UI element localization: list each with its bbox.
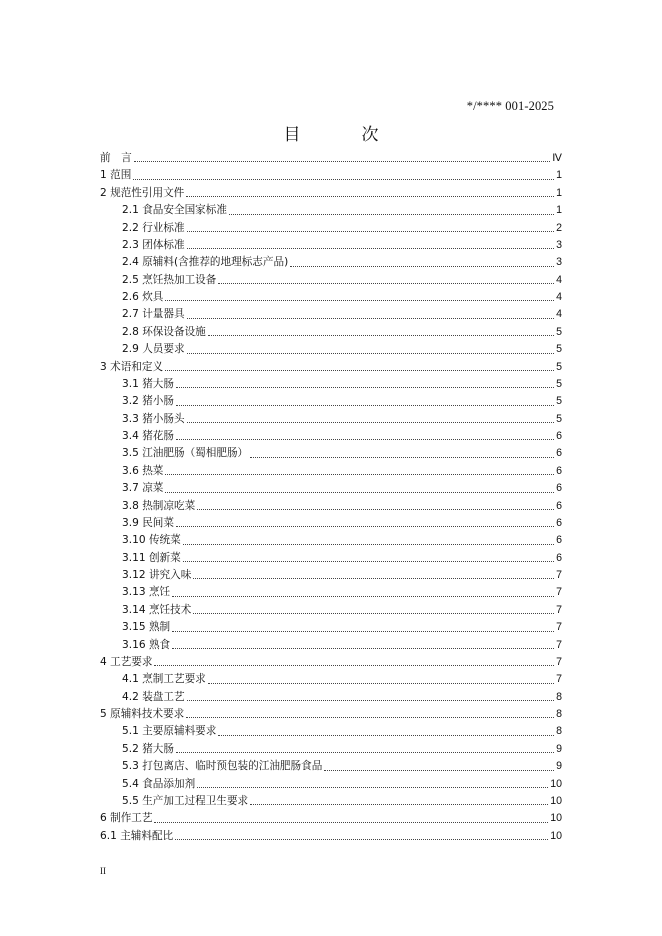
toc-entry-page: 5: [556, 360, 562, 373]
toc-entry[interactable]: [100, 445, 562, 462]
toc-entry-page: 7: [556, 655, 562, 668]
toc-entry-page: 10: [550, 777, 562, 790]
toc-entry-page: 9: [556, 760, 562, 773]
toc-entry-page: 6: [556, 482, 562, 495]
dot-leader: [176, 752, 554, 753]
toc-entry-label: 3.15 熟制: [122, 621, 171, 634]
toc-entry-page: 6: [556, 447, 562, 460]
dot-leader: [187, 231, 555, 232]
toc-entry-label: 5.3 打包离店、临时预包装的江油肥肠食品: [122, 760, 323, 773]
toc-entry-label: 2.8 环保设备设施: [122, 325, 206, 338]
dot-leader: [176, 439, 554, 440]
toc-entry[interactable]: [100, 515, 562, 532]
dot-leader: [187, 318, 555, 319]
toc-entry[interactable]: [100, 723, 562, 740]
toc-entry-page: 1: [556, 204, 562, 217]
toc-entry[interactable]: [100, 637, 562, 654]
toc-entry-label: 3.8 热制凉吃菜: [122, 499, 196, 512]
toc-entry-page: 3: [556, 238, 562, 251]
toc-entry[interactable]: [100, 810, 562, 827]
toc-entry-page: 7: [556, 638, 562, 651]
toc-entry-label: 3.3 猪小肠头: [122, 412, 185, 425]
dot-leader: [250, 804, 548, 805]
toc-entry[interactable]: [100, 237, 562, 254]
dot-leader: [165, 492, 554, 493]
dot-leader: [290, 266, 554, 267]
toc-entry-page: 7: [556, 569, 562, 581]
toc-entry-page: 6: [556, 551, 562, 564]
toc-entry-page: 9: [556, 742, 562, 755]
toc-entry[interactable]: [100, 393, 562, 410]
toc-entry[interactable]: [100, 306, 562, 323]
toc-entry-label: 2.4 原辅料(含推荐的地理标志产品): [122, 256, 289, 269]
toc-entry-page: 8: [556, 708, 562, 720]
toc-entry[interactable]: [100, 254, 562, 271]
toc-entry[interactable]: [100, 376, 562, 393]
toc-entry-page: 1: [556, 169, 562, 182]
toc-entry[interactable]: [100, 202, 562, 219]
toc-entry-page: 6: [556, 516, 562, 529]
toc-entry-label: 3.6 热菜: [122, 464, 164, 477]
toc-entry-page: 7: [556, 586, 562, 599]
dot-leader: [154, 822, 548, 823]
toc-entry-label: 3.4 猪花肠: [122, 430, 174, 442]
toc-entry-label: 4 工艺要求: [100, 655, 153, 668]
toc-entry-page: 6: [556, 464, 562, 477]
toc-entry-label: 2.7 计量器具: [122, 308, 185, 321]
toc-entry[interactable]: [100, 584, 562, 601]
toc-entry[interactable]: [100, 654, 562, 671]
toc-entry-label: 前 言: [100, 152, 132, 164]
toc-entry-page: 10: [550, 794, 562, 807]
toc-entry[interactable]: [100, 359, 562, 376]
toc-entry[interactable]: [100, 185, 562, 202]
toc-entry[interactable]: [100, 289, 562, 306]
toc-entry-label: 3.11 创新菜: [122, 551, 181, 564]
toc-entry-label: 3.12 讲究入味: [122, 569, 192, 581]
dot-leader: [175, 839, 548, 840]
toc-entry-label: 2.6 炊具: [122, 291, 164, 303]
toc-entry-page: Ⅳ: [552, 152, 562, 164]
dot-leader: [187, 353, 555, 354]
toc-entry[interactable]: [100, 776, 562, 793]
dot-leader: [193, 578, 554, 579]
dot-leader: [187, 422, 555, 423]
dot-leader: [187, 248, 555, 249]
toc-entry[interactable]: [100, 150, 562, 167]
toc-entry-label: 2 规范性引用文件: [100, 186, 185, 199]
toc-entry[interactable]: [100, 532, 562, 549]
toc-entry-label: 6.1 主辅料配比: [100, 829, 174, 842]
toc-entry-label: 3.13 烹饪: [122, 586, 171, 599]
dot-leader: [134, 161, 550, 162]
dot-leader: [165, 474, 554, 475]
toc-entry[interactable]: [100, 602, 562, 619]
dot-leader: [165, 300, 554, 301]
dot-leader: [165, 370, 554, 371]
toc-entry-page: 7: [556, 673, 562, 686]
toc-entry-page: 7: [556, 603, 562, 616]
dot-leader: [176, 526, 554, 527]
toc-entry-page: 4: [556, 291, 562, 303]
page-number: II: [100, 866, 106, 876]
toc-entry-page: 8: [556, 725, 562, 738]
toc-entry[interactable]: [100, 167, 562, 184]
toc-entry-label: 6 制作工艺: [100, 812, 153, 825]
toc-entry-label: 5 原辅料技术要求: [100, 708, 185, 720]
toc-entry[interactable]: [100, 828, 562, 845]
toc-entry-label: 2.1 食品安全国家标准: [122, 204, 227, 217]
toc-entry[interactable]: [100, 689, 562, 706]
toc-entry[interactable]: [100, 411, 562, 428]
document-code: */**** 001-2025: [466, 99, 554, 113]
toc-entry-label: 3.7 凉菜: [122, 482, 164, 495]
toc-entry-label: 5.2 猪大肠: [122, 742, 174, 755]
toc-entry-page: 4: [556, 308, 562, 321]
toc-entry-label: 3 术语和定义: [100, 360, 164, 373]
toc-entry-page: 3: [556, 256, 562, 269]
dot-leader: [186, 196, 554, 197]
dot-leader: [197, 509, 554, 510]
toc-entry[interactable]: [100, 463, 562, 480]
dot-leader: [250, 457, 554, 458]
dot-leader: [172, 648, 554, 649]
toc-entry-page: 6: [556, 534, 562, 547]
toc-entry[interactable]: [100, 341, 562, 358]
dot-leader: [154, 665, 554, 666]
toc-entry-label: 3.14 烹饪技术: [122, 603, 192, 616]
toc-entry[interactable]: [100, 793, 562, 810]
toc-entry-page: 10: [550, 812, 562, 825]
toc-entry-page: 4: [556, 273, 562, 286]
dot-leader: [197, 787, 548, 788]
toc-entry-page: 6: [556, 430, 562, 442]
toc-entry[interactable]: [100, 758, 562, 775]
toc-entry-label: 4.2 装盘工艺: [122, 690, 185, 703]
toc-entry-page: 8: [556, 690, 562, 703]
toc-entry-label: 3.16 熟食: [122, 638, 171, 651]
dot-leader: [324, 770, 554, 771]
dot-leader: [218, 283, 554, 284]
toc-entry[interactable]: [100, 706, 562, 723]
toc-entry-page: 1: [556, 186, 562, 199]
toc-entry[interactable]: [100, 671, 562, 688]
toc-entry-page: 5: [556, 325, 562, 338]
toc-entry[interactable]: [100, 480, 562, 497]
toc-entry[interactable]: [100, 324, 562, 341]
toc-entry[interactable]: [100, 741, 562, 758]
dot-leader: [229, 214, 554, 215]
dot-leader: [186, 717, 554, 718]
dot-leader: [183, 561, 554, 562]
toc-entry[interactable]: [100, 220, 562, 237]
toc-entry-label: 2.3 团体标准: [122, 238, 185, 251]
toc-entry-label: 5.1 主要原辅料要求: [122, 725, 217, 738]
toc-entry-page: 10: [550, 829, 562, 842]
dot-leader: [187, 700, 555, 701]
toc-entry-page: 7: [556, 621, 562, 634]
toc-entry-page: 2: [556, 221, 562, 234]
toc-title: 目 次: [283, 125, 401, 145]
dot-leader: [133, 179, 554, 180]
toc-entry-label: 3.2 猪小肠: [122, 395, 174, 408]
toc-entry-label: 4.1 烹制工艺要求: [122, 673, 206, 686]
toc-entry[interactable]: [100, 272, 562, 289]
dot-leader: [172, 631, 554, 632]
dot-leader: [183, 544, 554, 545]
toc-entry-label: 3.9 民间菜: [122, 516, 174, 529]
dot-leader: [208, 335, 554, 336]
dot-leader: [176, 387, 554, 388]
toc-entry-label: 3.5 江油肥肠（蜀相肥肠）: [122, 447, 249, 460]
toc-entry-page: 5: [556, 412, 562, 425]
toc-entry-label: 3.10 传统菜: [122, 534, 181, 547]
dot-leader: [218, 735, 554, 736]
toc-entry-label: 5.5 生产加工过程卫生要求: [122, 794, 249, 807]
toc-entry-page: 5: [556, 343, 562, 356]
dot-leader: [172, 596, 554, 597]
toc-entry-label: 5.4 食品添加剂: [122, 777, 196, 790]
toc-entry[interactable]: [100, 619, 562, 636]
dot-leader: [176, 405, 554, 406]
dot-leader: [193, 613, 554, 614]
table-of-contents: [100, 150, 562, 845]
dot-leader: [208, 683, 554, 684]
toc-entry[interactable]: [100, 428, 562, 445]
toc-entry[interactable]: [100, 567, 562, 584]
toc-entry-page: 5: [556, 377, 562, 390]
toc-entry-label: 2.9 人员要求: [122, 343, 185, 356]
toc-entry-label: 2.5 烹饪热加工设备: [122, 273, 217, 286]
toc-entry[interactable]: [100, 550, 562, 567]
toc-entry-page: 5: [556, 395, 562, 408]
toc-entry[interactable]: [100, 498, 562, 515]
toc-entry-label: 1 范围: [100, 169, 132, 182]
toc-entry-label: 2.2 行业标准: [122, 221, 185, 234]
toc-entry-page: 6: [556, 499, 562, 512]
toc-entry-label: 3.1 猪大肠: [122, 377, 174, 390]
